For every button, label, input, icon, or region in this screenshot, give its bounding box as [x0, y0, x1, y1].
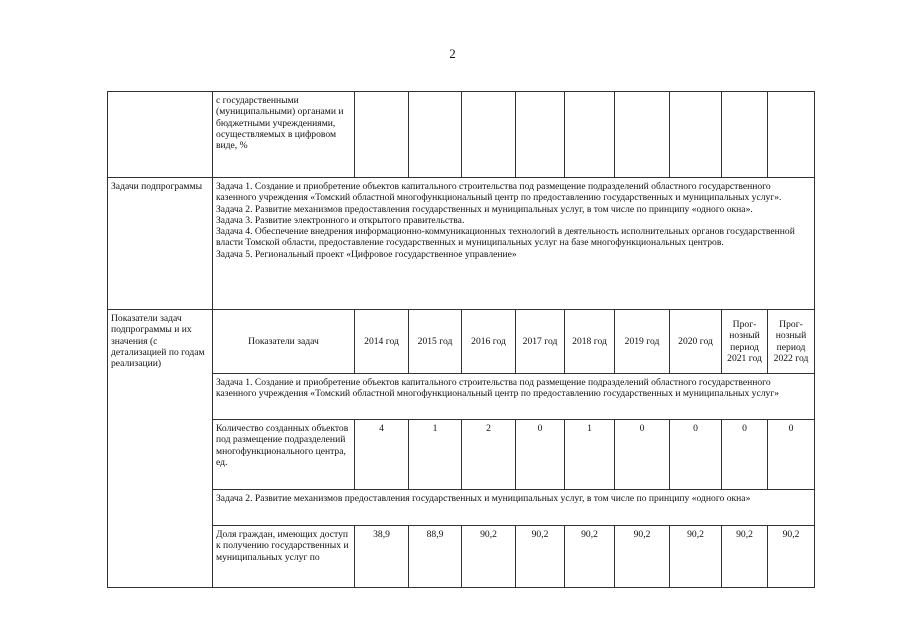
- value-cell: 90,2: [516, 526, 565, 588]
- empty-cell: [615, 92, 670, 178]
- header-year: 2015 год: [409, 310, 462, 374]
- header-indicator: Показатели задач: [213, 310, 355, 374]
- value-cell: 90,2: [670, 526, 722, 588]
- value-cell: 90,2: [615, 526, 670, 588]
- section-2-title: Задача 2. Развитие механизмов предоставления государственных и муниципальных услуг, в том числе по принципу «одного окна»: [213, 490, 815, 526]
- empty-cell: [565, 92, 615, 178]
- task-5: Задача 5. Региональный проект «Цифровое государственное управление»: [216, 248, 517, 260]
- subprogram-table: [107, 91, 815, 588]
- value-cell: 90,2: [565, 526, 615, 588]
- value-cell: 90,2: [722, 526, 768, 588]
- tasks-row: [108, 178, 815, 310]
- page-number: 2: [449, 46, 456, 61]
- header-year: 2014 год: [355, 310, 409, 374]
- value-cell: 1: [565, 420, 615, 490]
- task-2: Задача 2. Развитие механизмов предоставления государственных и муниципальных услуг, в том числе по принципу «одного окна».: [216, 203, 753, 215]
- empty-cell: [462, 92, 516, 178]
- empty-cell: [768, 92, 815, 178]
- header-forecast-year: Прог-нозный период 2022 год: [768, 310, 815, 374]
- tasks-label: Задачи подпрограммы: [108, 178, 213, 310]
- section-2-title-row: [108, 490, 815, 526]
- task-3: Задача 3. Развитие электронного и открытого правительства.: [216, 214, 465, 226]
- tasks-list: [213, 178, 815, 310]
- empty-cell: [670, 92, 722, 178]
- value-cell: 2: [462, 420, 516, 490]
- value-cell: 0: [516, 420, 565, 490]
- section-1-title: Задача 1. Создание и приобретение объектов капитального строительства под размещение подразделений областного государственного казенного учреждения «Томский областной многофункциональный центр по предоставлению государственных и муниципальных услуг»: [213, 374, 815, 420]
- indicators-header-row: [108, 310, 815, 374]
- continuation-row: [108, 92, 815, 178]
- empty-cell: [722, 92, 768, 178]
- section-1-indicator: Количество созданных объектов под размещение подразделений многофункционального центра, ед.: [213, 420, 355, 490]
- header-forecast-year: Прог-нозный период 2021 год: [722, 310, 768, 374]
- task-1: Задача 1. Создание и приобретение объектов капитального строительства под размещение подразделений областного государственного казенного учреждения «Томский областной многофункциональный центр по предоставлению государственных и муниципальных услуг».: [216, 181, 782, 204]
- empty-cell: [409, 92, 462, 178]
- value-cell: 1: [409, 420, 462, 490]
- task-4: Задача 4. Обеспечение внедрения информационно-коммуникационных технологий в деятельность исполнительных органов государственной власти Томской области, предоставление государственных и муниципальных услуг на базе многофункциональных центров.: [216, 226, 795, 249]
- section-1-title-row: [108, 374, 815, 420]
- value-cell: 88,9: [409, 526, 462, 588]
- section-2-indicator: Доля граждан, имеющих доступ к получению государственных и муниципальных услуг по: [213, 526, 355, 588]
- header-year: 2019 год: [615, 310, 670, 374]
- value-cell: 0: [768, 420, 815, 490]
- value-cell: 4: [355, 420, 409, 490]
- header-year: 2016 год: [462, 310, 516, 374]
- continuation-indicator: с государственными (муниципальными) органами и бюджетными учреждениями, осуществляемых в цифровом виде, %: [213, 92, 355, 178]
- value-cell: 38,9: [355, 526, 409, 588]
- value-cell: 90,2: [768, 526, 815, 588]
- header-year: 2018 год: [565, 310, 615, 374]
- value-cell: 0: [722, 420, 768, 490]
- indicators-label: Показатели задач подпрограммы и их значения (с детализацией по годам реализации): [108, 310, 213, 588]
- continuation-label-cell: [108, 92, 213, 178]
- value-cell: 90,2: [462, 526, 516, 588]
- section-1-values-row: [108, 420, 815, 490]
- empty-cell: [516, 92, 565, 178]
- header-year: 2017 год: [516, 310, 565, 374]
- value-cell: 0: [615, 420, 670, 490]
- header-year: 2020 год: [670, 310, 722, 374]
- empty-cell: [355, 92, 409, 178]
- value-cell: 0: [670, 420, 722, 490]
- section-2-values-row: [108, 526, 815, 588]
